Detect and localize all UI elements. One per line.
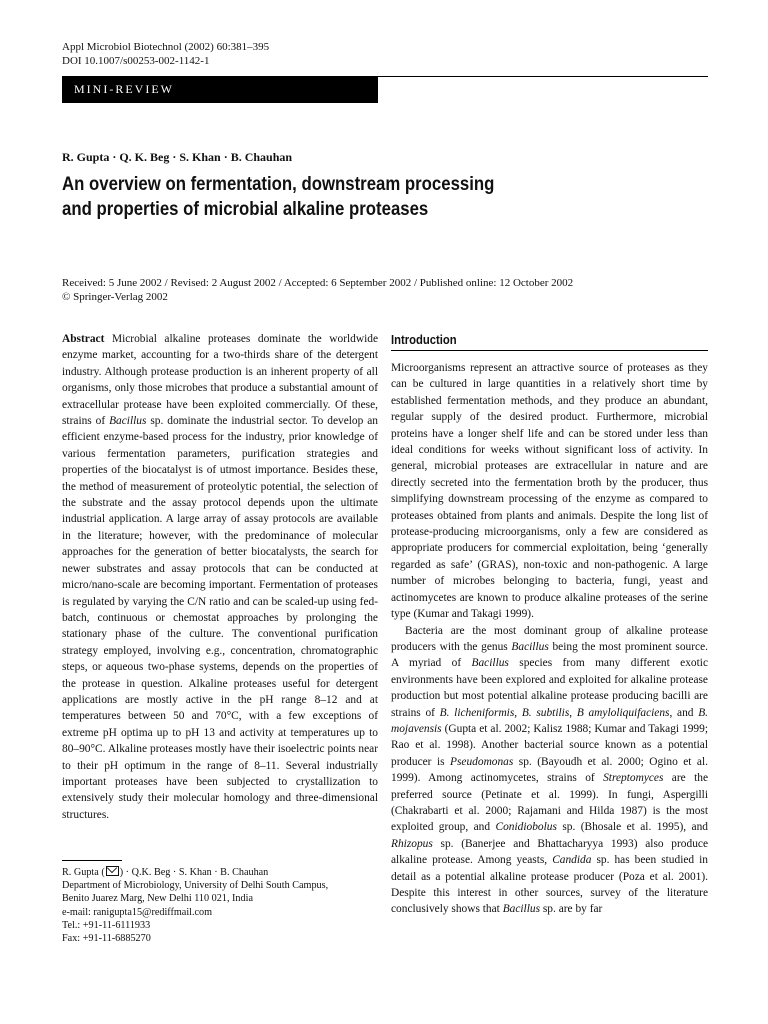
abstract-label: Abstract (62, 333, 105, 345)
intro-text: being the most prominent source. A myriad of (391, 640, 708, 670)
journal-citation: Appl Microbiol Biotechnol (2002) 60:381–395 (62, 41, 270, 53)
envelope-icon (106, 866, 119, 876)
intro-italic: Candida (552, 854, 592, 867)
introduction-rule (391, 350, 708, 351)
intro-text: Bacteria are the most dominant group of alkaline protease producers with the genus (391, 624, 708, 653)
affiliation-line-2: Benito Juarez Marg, New Delhi 110 021, India (62, 893, 253, 905)
intro-text: sp. (Bayoudh et al. 2000; Ogino et al. 1999). Among actinomycetes, strains of (391, 755, 708, 785)
abstract-text-a: Microbial alkaline proteases dominate the worldwide enzyme market, accounting for a two-thirds share of the detergent industry. Although protease production is an inherent property of all organisms, only those microbes that produce a substantial amount of extracellular protease have been exploited commercially. Of these, strains of (62, 333, 378, 428)
intro-italic: B amyloliquifaciens (576, 706, 670, 719)
journal-doi: DOI 10.1007/s00253-002-1142-1 (62, 55, 210, 67)
copyright-line: © Springer-Verlag 2002 (62, 291, 168, 303)
correspondence-names (62, 866, 378, 879)
introduction-heading: Introduction (391, 333, 457, 347)
intro-italic: Rhizopus (391, 837, 433, 850)
correspondence-footnote (62, 866, 378, 945)
intro-text: , and (669, 706, 699, 719)
abstract-text-b: sp. dominate the industrial sector. To develop an efficient enzyme-based process for the industry, prior knowledge of various fermentation parameters, purification strategies and properties of the biocatalyst is of utmost importance. Besides these, the method of measurement of proteolytic potential, the selection of the substrate and the assay protocol depends upon the ultimate industrial application. A large array of assay protocols are available in the literature; however, with the predominance of molecular approaches for the generation of better biocatalysts, the search for newer substrates and assay protocols that can be conducted at micro/nano-scale are becoming important. Fermentation of proteases is regulated by varying the C/N ratio and can be scaled-up using fed-batch, continuous or chemostat approaches by prolonging the stationary phase of the culture. The conventional purification strategy employed, involving e.g., concentration, chromatographic steps, or aqueous two-phase systems, depends on the properties of the protease in question. Alkaline proteases useful for detergent applications are mostly active in the pH range 8–12 and at temperatures between 50 and 70°C, with a few exceptions of extreme pH optima up to pH 13 and activity at temperatures up to 80–90°C. Alkaline proteases mostly have their isoelectric points near to their pH optimum in the range of 8–11. Several industrially important proteases have been subjected to crystallization to extensively study their molecular homology and three-dimensional structures. (62, 415, 378, 821)
correspondence-fax: Fax: +91-11-6885270 (62, 933, 151, 945)
intro-text: (Gupta et al. 2002; Kalisz 1988; Kumar and Takagi 1999; Rao et al. 1998). Another bacterial source known as a potential producer is (391, 722, 708, 768)
abstract-column (62, 331, 378, 823)
intro-italic: Conidiobolus (495, 821, 557, 834)
article-title (62, 172, 630, 222)
banner-rule (378, 76, 708, 77)
article-title-line-1: An overview on fermentation, downstream processing (62, 173, 495, 195)
intro-text: are the preferred source (Petinate et al. 1999). In fungi, Aspergilli (Chakrabarti et al. 2000; Rajamani and Hilda 1987) is the most exploited group, and (391, 772, 709, 834)
abstract-italic-bacillus: Bacillus (109, 415, 147, 428)
intro-italic: B. mojavensis (391, 706, 708, 735)
affiliation-line-1: Department of Microbiology, University of Delhi South Campus, (62, 880, 329, 892)
article-title-line-2: and properties of microbial alkaline proteases (62, 198, 429, 220)
intro-text: sp. has been studied in detail as a potential alkaline protease producer (Poza et al. 2001). Despite this interest in other sources, survey of the literature conclusively shows that (391, 854, 708, 916)
intro-text: , (514, 706, 522, 719)
introduction-column (391, 360, 708, 918)
publication-history: Received: 5 June 2002 / Revised: 2 August 2002 / Accepted: 6 September 2002 / Published online: 12 October 2002 (62, 277, 574, 289)
correspondence-names-a: R. Gupta ( (62, 867, 105, 878)
intro-italic: Streptomyces (603, 772, 664, 785)
author-list: R. Gupta · Q. K. Beg · S. Khan · B. Chauhan (62, 150, 293, 164)
intro-italic: B. subtilis (521, 706, 570, 719)
introduction-paragraph-2 (391, 623, 708, 918)
intro-italic: B. licheniformis (439, 706, 515, 719)
intro-text: species from many different exotic environments have been explored and exploited for alkaline protease production but most potential alkaline protease producing bacilli are strains of (391, 657, 708, 719)
intro-italic: Bacillus (471, 657, 509, 670)
footnote-rule (62, 860, 122, 861)
publication-dates (62, 276, 573, 304)
correspondence-tel: Tel.: +91-11-6111933 (62, 919, 151, 931)
correspondence-email: e-mail: ranigupta15@rediffmail.com (62, 906, 213, 918)
intro-text: sp. (Banerjee and Bhattacharyya 1993) also produce alkaline protease. Among yeasts, (391, 837, 708, 867)
intro-text: sp. are by far (540, 903, 603, 916)
intro-italic: Pseudomonas (450, 755, 514, 768)
correspondence-names-b: ) · Q.K. Beg · S. Khan · B. Chauhan (119, 867, 269, 878)
section-banner: MINI-REVIEW (62, 76, 378, 103)
intro-text: sp. (Bhosale et al. 1995), and (556, 821, 708, 834)
introduction-paragraph-1: Microorganisms represent an attractive source of proteases as they can be cultured in large quantities in a relatively short time by established fermentation methods, and they produce an abundant, regular supply of the desired product. Furthermore, microbial proteins have a longer shelf life and can be stored under less than ideal conditions for weeks without significant loss of activity. In general, microbial proteases are extracellular in nature and are directly secreted into the fermentation broth by the producer, thus simplifying downstream processing of the enzyme as compared to proteases obtained from plants and animals. Despite the long list of protease-producing microorganisms, only a few are considered as appropriate producers for commercial exploitation, being ‘generally regarded as safe’ (GRAS), non-toxic and non-pathogenic. A large number of microbes belonging to bacteria, fungi, yeast and actinomycetes are known to produce alkaline proteases of the serine type (Kumar and Takagi 1999). (391, 362, 708, 621)
intro-italic: Bacillus (502, 903, 541, 916)
journal-reference (62, 40, 269, 68)
intro-italic: Bacillus (511, 640, 549, 653)
intro-text: , (569, 706, 577, 719)
